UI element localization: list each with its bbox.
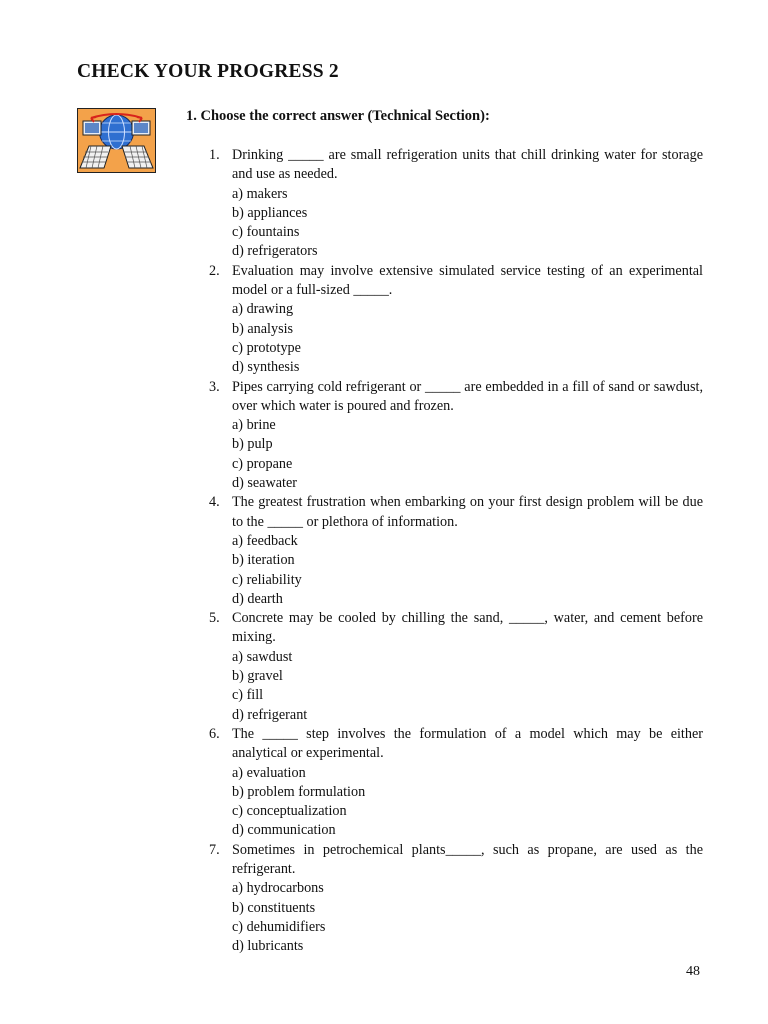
answer-option: b) gravel (232, 668, 283, 685)
answer-option: d) refrigerant (232, 706, 308, 723)
answer-option: c) fountains (232, 224, 300, 241)
answer-option: d) synthesis (232, 359, 300, 376)
question-number: 5. (209, 610, 220, 627)
answer-option: c) reliability (232, 571, 302, 588)
page-number: 48 (686, 964, 700, 979)
section-heading: 1. Choose the correct answer (Technical Section): (186, 108, 490, 124)
answer-option: b) iteration (232, 552, 295, 569)
two-computers-exchanging-data-globe-icon (77, 108, 156, 173)
answer-option: c) dehumidifiers (232, 918, 326, 935)
answer-option: d) lubricants (232, 938, 304, 955)
question-text: The _____ step involves the formulation of a model which may be either analytical or experimental. (232, 725, 703, 762)
question-item (209, 146, 703, 262)
answer-option: a) sawdust (232, 648, 293, 665)
question-text: The greatest frustration when embarking on your first design problem will be due to the _____ or plethora of information. (232, 494, 703, 530)
question-number: 1. (209, 147, 220, 163)
answer-option: a) feedback (232, 532, 298, 549)
question-item (209, 493, 703, 609)
answer-option: b) analysis (232, 320, 294, 337)
answer-option: c) conceptualization (232, 803, 347, 820)
question-number: 7. (209, 841, 220, 858)
question-number: 3. (209, 378, 220, 395)
question-text: Concrete may be cooled by chilling the sand, _____, water, and cement before mixing. (232, 610, 703, 646)
question-item (209, 378, 703, 494)
question-text: Pipes carrying cold refrigerant or _____ are embedded in a fill of sand or sawdust, over which water is poured and frozen. (232, 378, 703, 414)
answer-option: a) evaluation (232, 764, 306, 781)
question-item (209, 609, 703, 725)
question-number: 4. (209, 494, 220, 511)
answer-option: b) appliances (232, 204, 308, 221)
answer-option: c) propane (232, 455, 293, 472)
answer-option: d) seawater (232, 475, 297, 492)
answer-option: b) pulp (232, 436, 273, 453)
question-item (209, 262, 703, 378)
answer-option: a) drawing (232, 301, 294, 318)
question-text: Drinking _____ are small refrigeration units that chill drinking water for storage and use as needed. (232, 147, 703, 183)
answer-option: d) refrigerators (232, 243, 318, 260)
answer-option: d) communication (232, 822, 336, 839)
answer-option: c) fill (232, 687, 264, 704)
answer-option: a) hydrocarbons (232, 880, 324, 897)
question-number: 2. (209, 262, 220, 279)
answer-option: b) constituents (232, 899, 316, 916)
answer-option: a) brine (232, 417, 276, 434)
answer-option: a) makers (232, 185, 288, 202)
question-list (209, 146, 703, 956)
question-number: 6. (209, 725, 220, 742)
question-text: Evaluation may involve extensive simulated service testing of an experimental model or a full-sized _____. (232, 262, 703, 299)
page-title: CHECK YOUR PROGRESS 2 (77, 61, 339, 82)
answer-option: c) prototype (232, 339, 301, 356)
answer-option: d) dearth (232, 590, 283, 607)
question-item (209, 725, 703, 841)
answer-option: b) problem formulation (232, 783, 366, 800)
question-text: Sometimes in petrochemical plants_____, such as propane, are used as the refrigerant. (232, 841, 703, 877)
question-item (209, 841, 703, 957)
